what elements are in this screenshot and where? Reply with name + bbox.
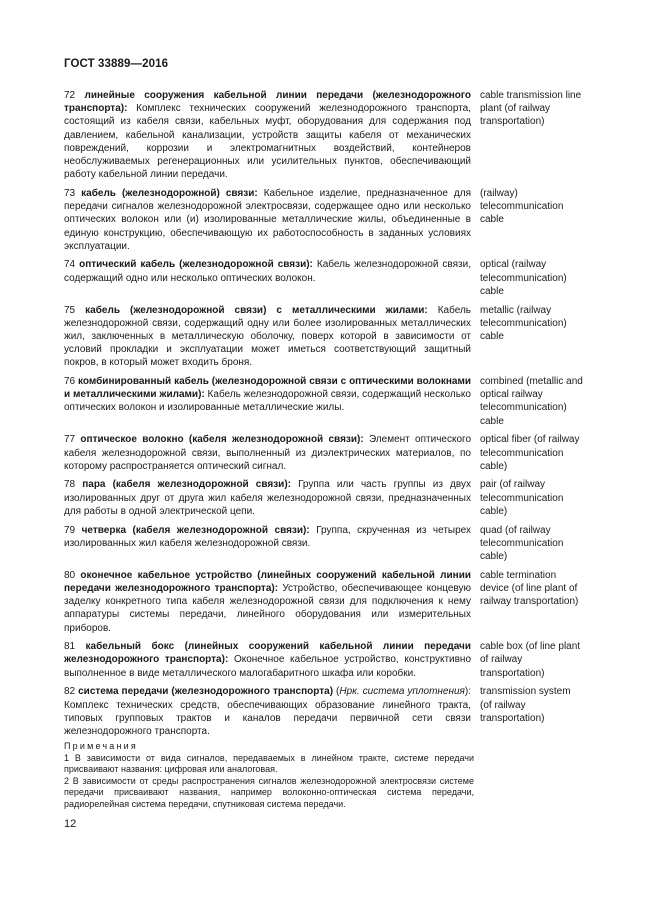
note-item-2: 2 В зависимости от среды распространения сигналов железнодорожной электросвязи системе передачи присваивают названия, например волоконно-оптическая система передачи, радиорелейная система передачи, спутниковая система передачи. xyxy=(64,775,474,809)
term-definition-text: Кабель железнодорожной связи, содержащий несколько оптических волокон и изолированные металлические жилы. xyxy=(64,389,471,414)
term-name: кабель (железнодорожной связи) с металлическими жилами: xyxy=(85,304,428,316)
term-definition-text: Группа или часть группы из двух изолированных друг от друга жил кабеля железнодорожной связи, предназначенных для работы в одной электрической цепи. xyxy=(64,479,471,517)
term-english-equivalent: metallic (railway telecommunication) cable xyxy=(480,304,567,342)
term-english-equivalent: cable transmission line plant (of railway transportation) xyxy=(480,90,582,128)
term-number: 79 xyxy=(64,524,76,536)
term-name: система передачи (железнодорожного транспорта) xyxy=(78,686,334,698)
term-entry xyxy=(64,685,584,738)
term-name: кабельный бокс (линейных сооружений кабельной линии передачи железнодорожного транспорта): xyxy=(64,641,471,666)
term-english-equivalent: optical (railway telecommunication) cable xyxy=(480,259,567,297)
term-definition-ru xyxy=(64,685,471,738)
term-definition-ru xyxy=(64,89,471,181)
term-number: 72 xyxy=(64,90,76,101)
term-number: 73 xyxy=(64,187,76,199)
term-entry xyxy=(64,640,584,680)
term-entry xyxy=(64,375,584,428)
page-number: 12 xyxy=(64,818,77,830)
term-english-equivalent: optical fiber (of railway telecommunication cable) xyxy=(480,434,580,472)
term-english-equivalent: quad (of railway telecommunication cable) xyxy=(480,524,564,562)
term-number: 82 xyxy=(64,686,76,698)
term-entry xyxy=(64,304,584,370)
term-definition-text: Кабель железнодорожной связи, содержащий одно или несколько оптических волокон. xyxy=(64,259,471,284)
term-english-equivalent: transmission system (of railway transportation) xyxy=(480,686,571,724)
term-definition-ru xyxy=(64,433,471,473)
term-definition-text: Устройство, обеспечивающее концевую заделку конкретного типа кабеля железнодорожной связи для подключения к нему аппаратуры системы передачи, линейного оборудования или измерительных приборов. xyxy=(64,582,471,634)
terms-list xyxy=(64,89,584,744)
term-number: 75 xyxy=(64,304,76,316)
term-definition-ru xyxy=(64,304,471,370)
term-english-equivalent: pair (of railway telecommunication cable) xyxy=(480,479,564,517)
term-entry xyxy=(64,89,584,181)
term-number: 81 xyxy=(64,641,76,653)
term-entry xyxy=(64,478,584,518)
term-english-equivalent: (railway) telecommunication cable xyxy=(480,187,564,226)
term-definition-ru xyxy=(64,478,471,518)
term-number: 74 xyxy=(64,259,76,271)
term-definition-ru xyxy=(64,569,471,635)
term-entry xyxy=(64,187,584,253)
term-number: 80 xyxy=(64,569,76,581)
term-name: оптический кабель (железнодорожной связи): xyxy=(79,259,313,271)
notes-section xyxy=(64,741,474,811)
term-english-equivalent: combined (metallic and optical railway telecommunication) cable xyxy=(480,376,583,427)
term-entry xyxy=(64,258,584,298)
term-definition-ru xyxy=(64,258,471,298)
term-name: линейные сооружения кабельной линии передачи (железнодорожного транспорта): xyxy=(64,90,471,115)
term-number: 77 xyxy=(64,434,76,446)
term-name: пара (кабеля железнодорожной связи): xyxy=(82,479,291,491)
term-number: 76 xyxy=(64,376,76,388)
term-entry xyxy=(64,433,584,473)
term-definition-text: Элемент оптического кабеля железнодорожной связи, выполненный из диэлектрических материалов, по которому распространяется оптический сигнал. xyxy=(64,434,472,472)
term-english-equivalent: cable box (of line plant of railway transportation) xyxy=(480,641,581,679)
term-definition-text: Группа, скрученная из четырех изолированных жил кабеля железнодорожной связи. xyxy=(64,524,472,549)
term-name: оконечное кабельное устройство (линейных сооружений кабельной линии передачи железнодорожного транспорта): xyxy=(64,569,471,594)
term-definition-text: Кабель железнодорожной связи, содержащий одну или более изолированных металлических жил, заключенных в металлическую оболочку, поверх которой в зависимости от условий прокладки и эксплуатации может иметься соответствующий защитный покров, в который может входить броня. xyxy=(64,304,472,369)
term-definition-text: ): Комплекс технических средств, обеспечивающих образование линейного тракта, типовых групповых трактов и каналов передачи первичной сети связи железнодорожного транспорта. xyxy=(64,686,471,737)
notes-title: Примечания xyxy=(64,741,138,751)
term-definition-text: Кабельное изделие, предназначенное для передачи сигналов железнодорожной электросвязи, содержащее одно или несколько оптических волокон или (и) изолированные металлические жилы, объединенные в единую конструкцию, обеспечивающую их работоспособность в заданных условиях эксплуатации. xyxy=(64,187,471,252)
term-definition-text: Оконечное кабельное устройство, конструктивно выполненное в виде металлического малогабаритного шкафа или коробки. xyxy=(64,654,472,679)
standard-header: ГОСТ 33889—2016 xyxy=(64,58,169,70)
term-name: оптическое волокно (кабеля железнодорожной связи): xyxy=(80,434,364,446)
term-english-equivalent: cable termination device (of line plant of railway transportation) xyxy=(480,569,579,608)
term-deprecated: Нрк. система уплотнения xyxy=(339,686,465,698)
term-entry xyxy=(64,569,584,635)
term-definition-ru xyxy=(64,187,471,253)
term-definition-text: Комплекс технических сооружений железнодорожного транспорта, состоящий из кабеля связи, кабельных муфт, оборудования для содержания под давлением, кабельной канализации, устройств защиты кабеля от механических повреждений, коррозии и электромагнитных воздействий, контейнеров необслуживаемых регенерационных или усилительных пунктов, обеспечивающий работу кабельной линии передачи. xyxy=(64,103,471,181)
term-definition-ru xyxy=(64,640,471,680)
term-name: четверка (кабеля железнодорожной связи): xyxy=(81,524,310,536)
term-number: 78 xyxy=(64,479,76,491)
term-entry xyxy=(64,524,584,564)
term-name: комбинированный кабель (железнодорожной связи с оптическими волокнами и металлическими жилами): xyxy=(64,376,472,401)
term-definition-ru xyxy=(64,375,471,428)
term-definition-ru xyxy=(64,524,471,564)
term-pre-definition: ( xyxy=(333,686,340,698)
term-name: кабель (железнодорожной) связи: xyxy=(81,187,258,199)
note-item-1: 1 В зависимости от вида сигналов, передаваемых в линейном тракте, системе передачи присваивают названия: цифровая или аналоговая. xyxy=(64,752,474,775)
